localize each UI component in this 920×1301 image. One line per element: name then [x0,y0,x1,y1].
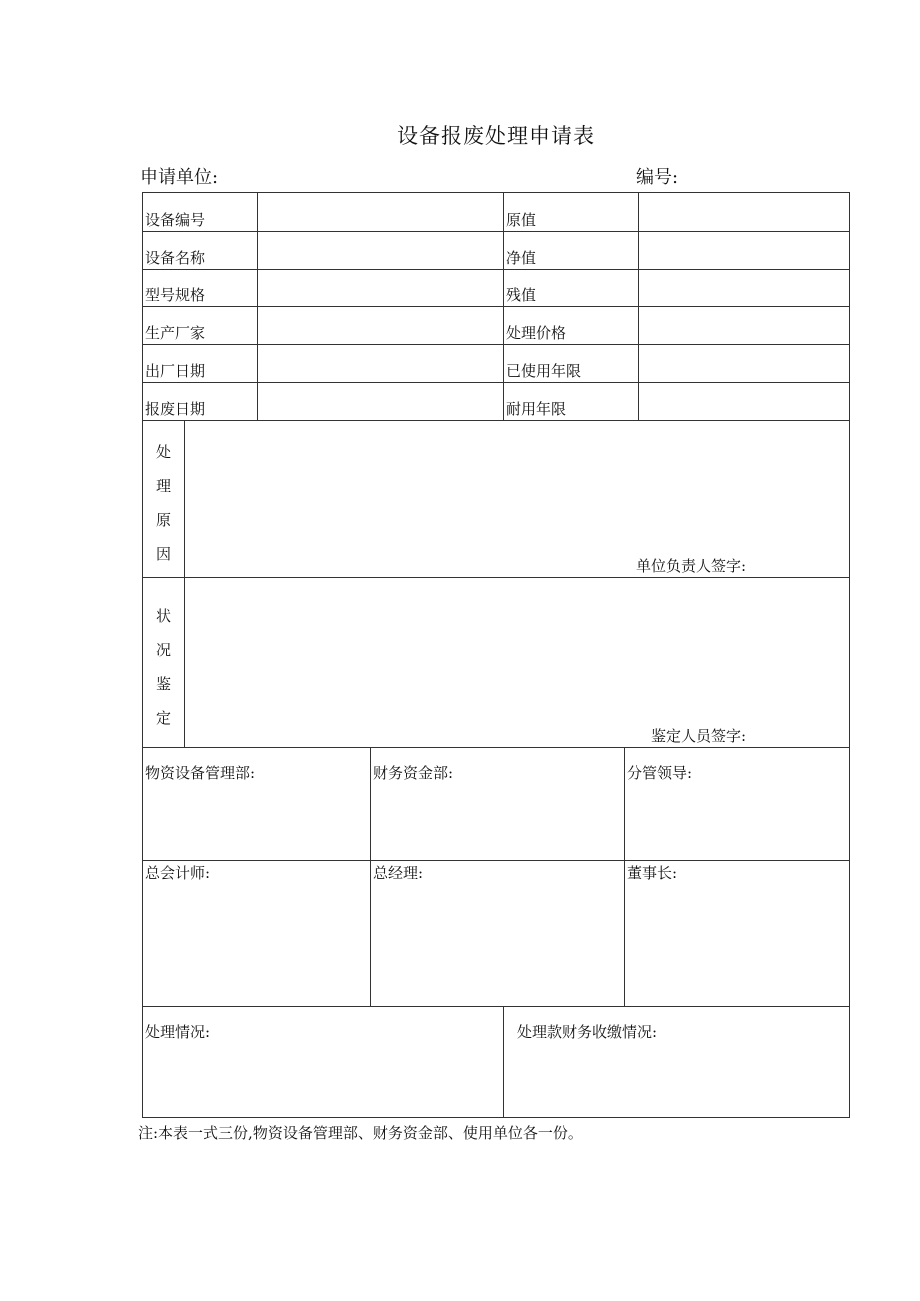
label-cell [503,192,639,232]
condition-char: 鉴 [155,675,171,693]
reason-char: 原 [155,511,171,529]
years-used-label: 已使用年限 [506,362,582,380]
disposal-price-label: 处理价格 [506,324,567,342]
label-cell [142,269,258,307]
payment-collection-label: 处理款财务收缴情况: [517,1023,658,1041]
equipment-number-label: 设备编号 [145,211,206,229]
label-cell [503,382,639,421]
net-value-label: 净值 [506,249,537,267]
condition-vertical-label [143,599,184,735]
disposal-price-field[interactable] [638,306,850,345]
finance-dept-label: 财务资金部: [373,764,454,782]
model-spec-label: 型号规格 [145,286,206,304]
service-life-label: 耐用年限 [506,400,567,418]
chairman-approval-field[interactable] [624,860,850,1007]
scrap-date-label: 报废日期 [145,400,206,418]
materials-dept-label: 物资设备管理部: [145,764,256,782]
label-cell [142,231,258,270]
chief-accountant-label: 总会计师: [145,864,211,882]
label-cell [503,344,639,383]
label-cell [503,306,639,345]
chairman-label: 董事长: [627,864,678,882]
residual-value-label: 残值 [506,286,537,304]
net-value-field[interactable] [638,231,850,270]
equipment-number-field[interactable] [257,192,504,232]
residual-value-field[interactable] [638,269,850,307]
reason-char: 因 [155,545,171,563]
reason-char: 处 [155,443,171,461]
equipment-name-label: 设备名称 [145,249,206,267]
model-spec-field[interactable] [257,269,504,307]
disposal-status-field[interactable] [142,1006,504,1118]
original-value-field[interactable] [638,192,850,232]
finance-dept-approval-field[interactable] [370,747,625,861]
original-value-label: 原值 [506,211,537,229]
chief-accountant-approval-field[interactable] [142,860,371,1007]
appraiser-signature-label: 鉴定人员签字: [650,727,746,745]
condition-char: 状 [155,607,171,625]
disposal-reason-field[interactable] [184,420,850,578]
applicant-unit-label: 申请单位: [140,167,219,188]
reason-char: 理 [155,477,171,495]
reason-label-cell [142,420,185,578]
condition-char: 况 [155,641,171,659]
manufacturer-label: 生产厂家 [145,324,206,342]
footnote: 注:本表一式三份,物资设备管理部、财务资金部、使用单位各一份。 [138,1124,583,1142]
condition-label-cell [142,577,185,748]
form-number-label: 编号: [636,167,679,188]
equipment-name-field[interactable] [257,231,504,270]
condition-char: 定 [155,709,171,727]
page-title: 设备报废处理申请表 [397,124,595,148]
label-cell [503,269,639,307]
label-cell [142,192,258,232]
general-manager-approval-field[interactable] [370,860,625,1007]
materials-dept-approval-field[interactable] [142,747,371,861]
manufacture-date-field[interactable] [257,344,504,383]
payment-collection-field[interactable] [503,1006,850,1118]
supervisor-label: 分管领导: [627,764,693,782]
years-used-field[interactable] [638,344,850,383]
label-cell [142,306,258,345]
scrap-date-field[interactable] [257,382,504,421]
supervisor-approval-field[interactable] [624,747,850,861]
label-cell [142,382,258,421]
general-manager-label: 总经理: [373,864,424,882]
unit-head-signature-label: 单位负责人签字: [635,557,746,575]
manufacture-date-label: 出厂日期 [145,362,206,380]
disposal-status-label: 处理情况: [145,1023,211,1041]
reason-vertical-label [143,435,184,571]
manufacturer-field[interactable] [257,306,504,345]
label-cell [503,231,639,270]
service-life-field[interactable] [638,382,850,421]
label-cell [142,344,258,383]
condition-appraisal-field[interactable] [184,577,850,748]
